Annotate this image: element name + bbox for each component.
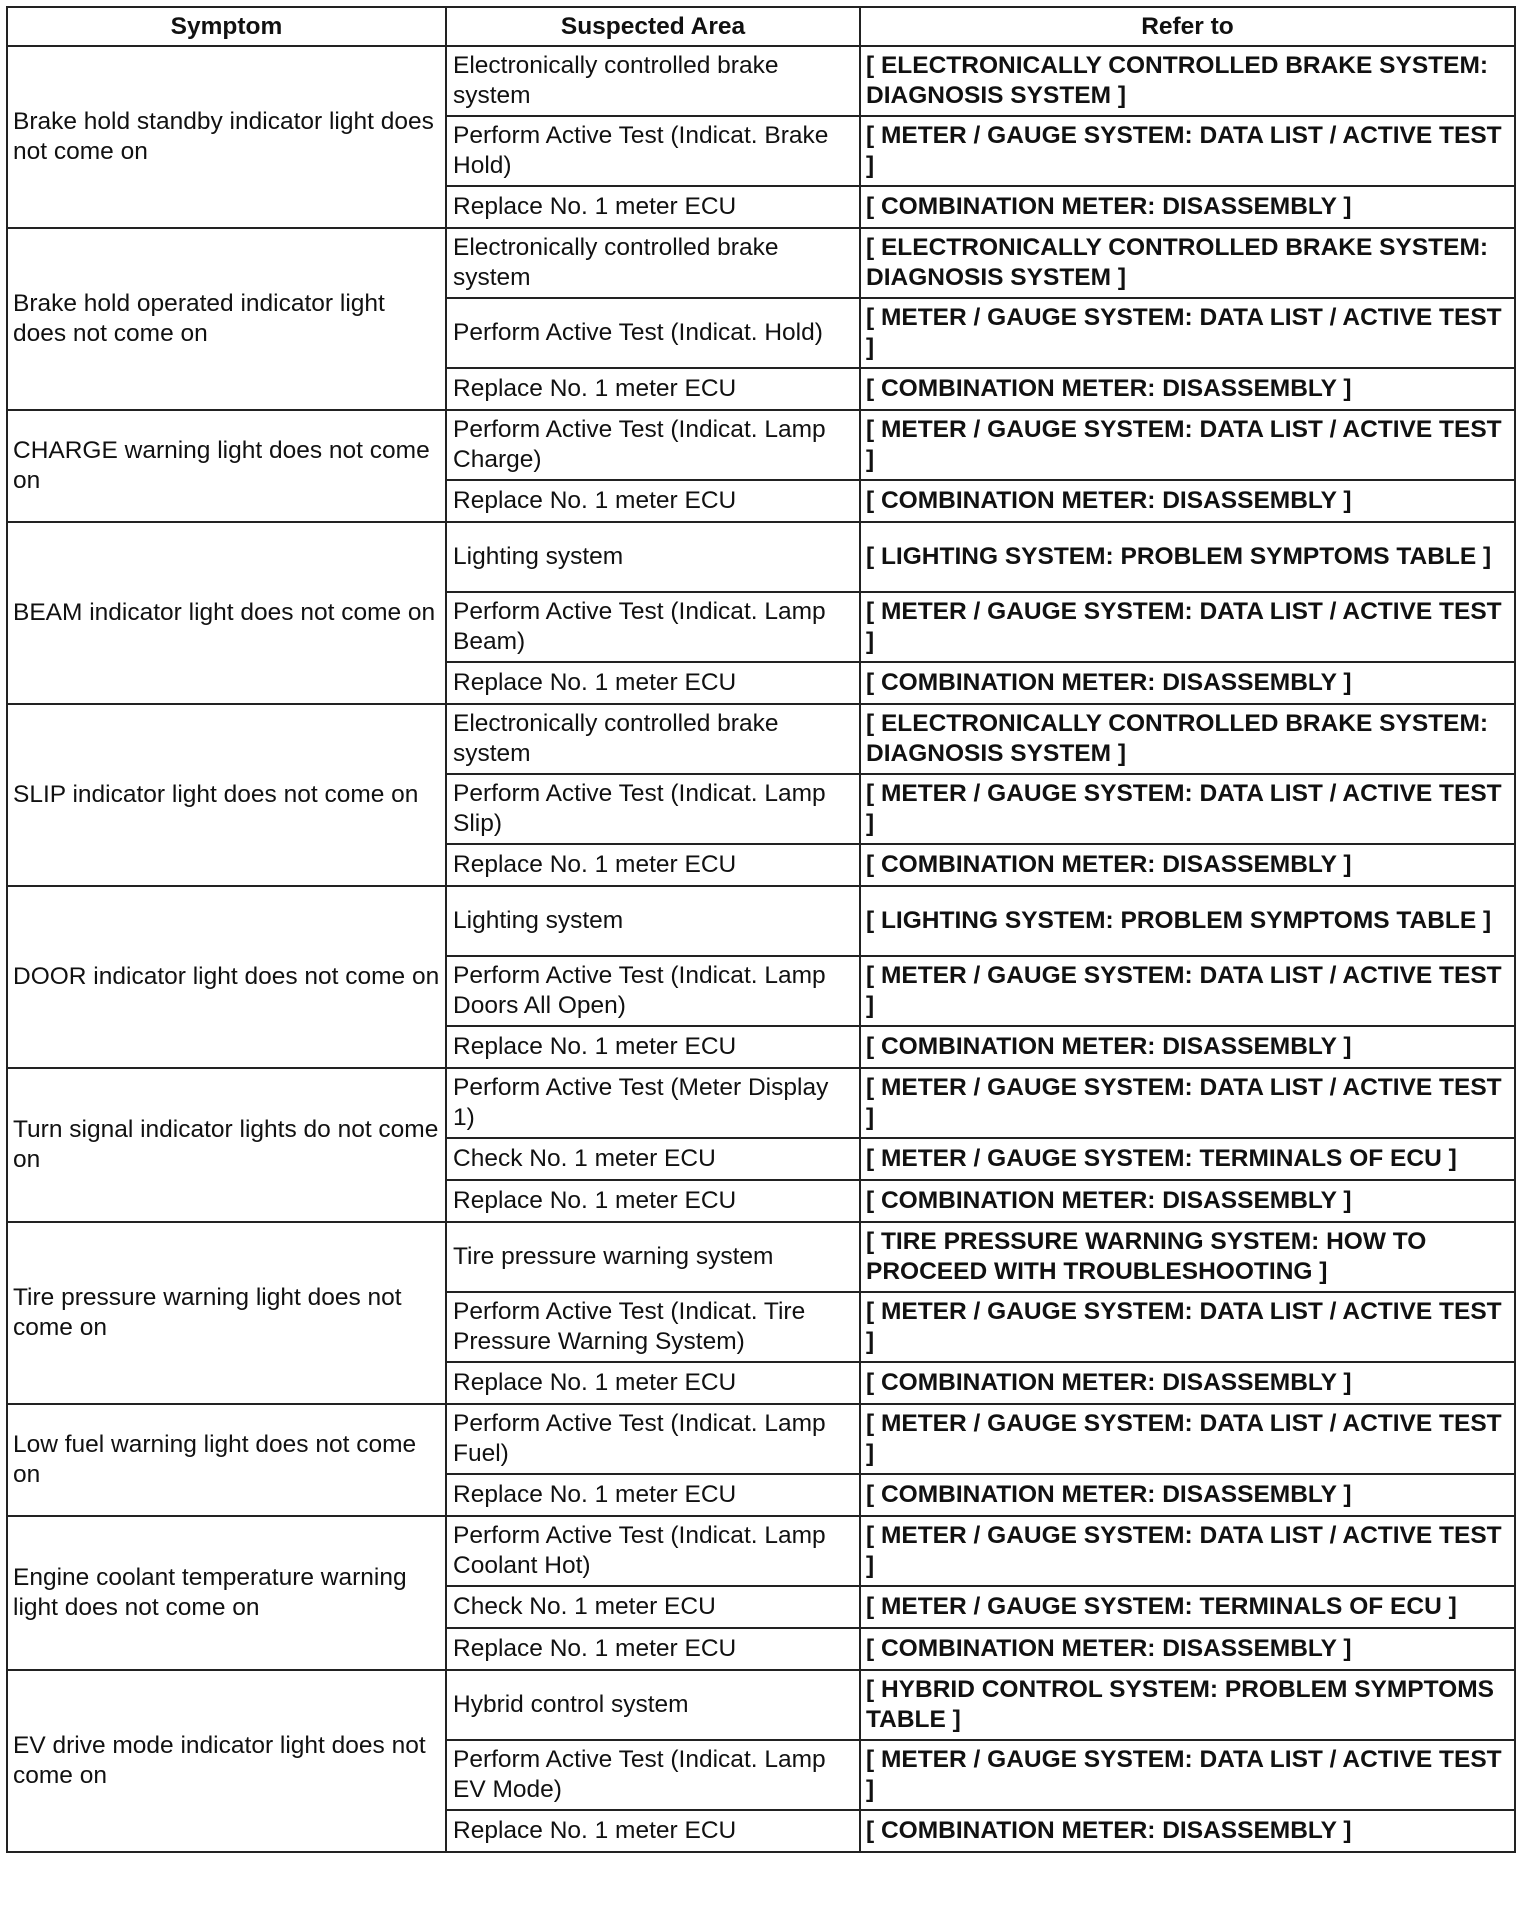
suspected-area-cell: Perform Active Test (Indicat. Lamp Slip) (446, 774, 860, 844)
refer-to-cell: [ METER / GAUGE SYSTEM: TERMINALS OF ECU ] (860, 1586, 1515, 1628)
symptom-cell: Engine coolant temperature warning light does not come on (7, 1516, 446, 1670)
refer-to-cell: [ COMBINATION METER: DISASSEMBLY ] (860, 1810, 1515, 1852)
suspected-area-cell: Lighting system (446, 886, 860, 956)
refer-to-cell: [ METER / GAUGE SYSTEM: DATA LIST / ACTIVE TEST ] (860, 774, 1515, 844)
suspected-area-cell: Perform Active Test (Indicat. Lamp Doors All Open) (446, 956, 860, 1026)
refer-to-cell: [ METER / GAUGE SYSTEM: TERMINALS OF ECU ] (860, 1138, 1515, 1180)
suspected-area-cell: Perform Active Test (Indicat. Lamp Coolant Hot) (446, 1516, 860, 1586)
suspected-area-cell: Perform Active Test (Indicat. Lamp Fuel) (446, 1404, 860, 1474)
refer-to-cell: [ METER / GAUGE SYSTEM: DATA LIST / ACTIVE TEST ] (860, 1516, 1515, 1586)
table-row (7, 886, 1515, 956)
refer-to-cell: [ METER / GAUGE SYSTEM: DATA LIST / ACTIVE TEST ] (860, 1404, 1515, 1474)
table-row (7, 522, 1515, 592)
refer-to-cell: [ COMBINATION METER: DISASSEMBLY ] (860, 1362, 1515, 1404)
suspected-area-cell: Electronically controlled brake system (446, 46, 860, 116)
header-suspected-area: Suspected Area (446, 7, 860, 46)
table-row (7, 1068, 1515, 1138)
table-row (7, 1516, 1515, 1586)
refer-to-cell: [ METER / GAUGE SYSTEM: DATA LIST / ACTIVE TEST ] (860, 116, 1515, 186)
suspected-area-cell: Replace No. 1 meter ECU (446, 1180, 860, 1222)
refer-to-cell: [ COMBINATION METER: DISASSEMBLY ] (860, 186, 1515, 228)
refer-to-cell: [ METER / GAUGE SYSTEM: DATA LIST / ACTIVE TEST ] (860, 592, 1515, 662)
table-row (7, 1670, 1515, 1740)
refer-to-cell: [ ELECTRONICALLY CONTROLLED BRAKE SYSTEM: DIAGNOSIS SYSTEM ] (860, 704, 1515, 774)
refer-to-cell: [ COMBINATION METER: DISASSEMBLY ] (860, 1026, 1515, 1068)
table-row (7, 1404, 1515, 1474)
suspected-area-cell: Perform Active Test (Indicat. Tire Pressure Warning System) (446, 1292, 860, 1362)
refer-to-cell: [ COMBINATION METER: DISASSEMBLY ] (860, 844, 1515, 886)
symptom-cell: Turn signal indicator lights do not come on (7, 1068, 446, 1222)
suspected-area-cell: Lighting system (446, 522, 860, 592)
symptom-cell: EV drive mode indicator light does not come on (7, 1670, 446, 1852)
suspected-area-cell: Electronically controlled brake system (446, 704, 860, 774)
refer-to-cell: [ ELECTRONICALLY CONTROLLED BRAKE SYSTEM: DIAGNOSIS SYSTEM ] (860, 228, 1515, 298)
suspected-area-cell: Replace No. 1 meter ECU (446, 186, 860, 228)
refer-to-cell: [ COMBINATION METER: DISASSEMBLY ] (860, 1474, 1515, 1516)
suspected-area-cell: Replace No. 1 meter ECU (446, 1810, 860, 1852)
refer-to-cell: [ METER / GAUGE SYSTEM: DATA LIST / ACTIVE TEST ] (860, 410, 1515, 480)
symptom-cell: Tire pressure warning light does not come on (7, 1222, 446, 1404)
suspected-area-cell: Replace No. 1 meter ECU (446, 480, 860, 522)
symptom-cell: DOOR indicator light does not come on (7, 886, 446, 1068)
header-symptom: Symptom (7, 7, 446, 46)
header-row (7, 7, 1515, 46)
suspected-area-cell: Tire pressure warning system (446, 1222, 860, 1292)
suspected-area-cell: Perform Active Test (Meter Display 1) (446, 1068, 860, 1138)
suspected-area-cell: Hybrid control system (446, 1670, 860, 1740)
refer-to-cell: [ TIRE PRESSURE WARNING SYSTEM: HOW TO PROCEED WITH TROUBLESHOOTING ] (860, 1222, 1515, 1292)
refer-to-cell: [ METER / GAUGE SYSTEM: DATA LIST / ACTIVE TEST ] (860, 1292, 1515, 1362)
refer-to-cell: [ COMBINATION METER: DISASSEMBLY ] (860, 1180, 1515, 1222)
refer-to-cell: [ HYBRID CONTROL SYSTEM: PROBLEM SYMPTOMS TABLE ] (860, 1670, 1515, 1740)
suspected-area-cell: Check No. 1 meter ECU (446, 1138, 860, 1180)
refer-to-cell: [ METER / GAUGE SYSTEM: DATA LIST / ACTIVE TEST ] (860, 298, 1515, 368)
suspected-area-cell: Check No. 1 meter ECU (446, 1586, 860, 1628)
suspected-area-cell: Perform Active Test (Indicat. Lamp EV Mode) (446, 1740, 860, 1810)
symptom-table (6, 6, 1516, 1853)
suspected-area-cell: Replace No. 1 meter ECU (446, 662, 860, 704)
symptom-cell: Low fuel warning light does not come on (7, 1404, 446, 1516)
symptom-cell: SLIP indicator light does not come on (7, 704, 446, 886)
suspected-area-cell: Replace No. 1 meter ECU (446, 844, 860, 886)
refer-to-cell: [ COMBINATION METER: DISASSEMBLY ] (860, 1628, 1515, 1670)
refer-to-cell: [ COMBINATION METER: DISASSEMBLY ] (860, 368, 1515, 410)
header-refer-to: Refer to (860, 7, 1515, 46)
refer-to-cell: [ METER / GAUGE SYSTEM: DATA LIST / ACTIVE TEST ] (860, 1068, 1515, 1138)
suspected-area-cell: Replace No. 1 meter ECU (446, 1362, 860, 1404)
symptom-cell: CHARGE warning light does not come on (7, 410, 446, 522)
suspected-area-cell: Electronically controlled brake system (446, 228, 860, 298)
suspected-area-cell: Replace No. 1 meter ECU (446, 1474, 860, 1516)
suspected-area-cell: Perform Active Test (Indicat. Lamp Beam) (446, 592, 860, 662)
suspected-area-cell: Perform Active Test (Indicat. Lamp Charge) (446, 410, 860, 480)
symptom-cell: Brake hold standby indicator light does not come on (7, 46, 446, 228)
refer-to-cell: [ METER / GAUGE SYSTEM: DATA LIST / ACTIVE TEST ] (860, 1740, 1515, 1810)
refer-to-cell: [ LIGHTING SYSTEM: PROBLEM SYMPTOMS TABLE ] (860, 522, 1515, 592)
suspected-area-cell: Replace No. 1 meter ECU (446, 1026, 860, 1068)
suspected-area-cell: Perform Active Test (Indicat. Hold) (446, 298, 860, 368)
table-row (7, 704, 1515, 774)
refer-to-cell: [ LIGHTING SYSTEM: PROBLEM SYMPTOMS TABLE ] (860, 886, 1515, 956)
table-row (7, 228, 1515, 298)
refer-to-cell: [ COMBINATION METER: DISASSEMBLY ] (860, 480, 1515, 522)
table-row (7, 46, 1515, 116)
refer-to-cell: [ ELECTRONICALLY CONTROLLED BRAKE SYSTEM: DIAGNOSIS SYSTEM ] (860, 46, 1515, 116)
refer-to-cell: [ METER / GAUGE SYSTEM: DATA LIST / ACTIVE TEST ] (860, 956, 1515, 1026)
symptom-cell: BEAM indicator light does not come on (7, 522, 446, 704)
symptom-cell: Brake hold operated indicator light does not come on (7, 228, 446, 410)
suspected-area-cell: Replace No. 1 meter ECU (446, 368, 860, 410)
table-row (7, 1222, 1515, 1292)
table-row (7, 410, 1515, 480)
refer-to-cell: [ COMBINATION METER: DISASSEMBLY ] (860, 662, 1515, 704)
suspected-area-cell: Replace No. 1 meter ECU (446, 1628, 860, 1670)
suspected-area-cell: Perform Active Test (Indicat. Brake Hold) (446, 116, 860, 186)
